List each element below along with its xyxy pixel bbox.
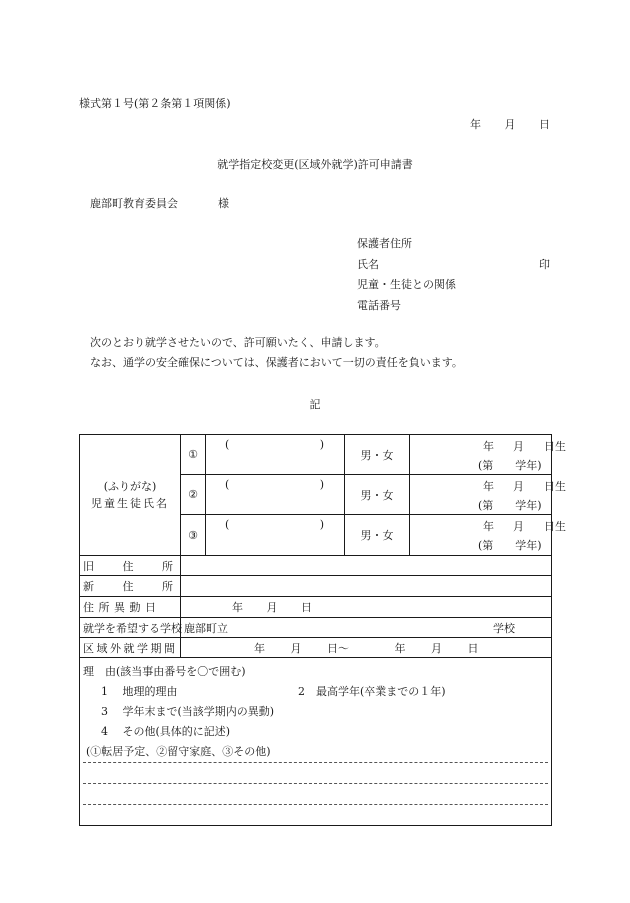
period-field[interactable]	[181, 638, 552, 658]
student-name-field-3[interactable]	[206, 515, 345, 556]
birthdate-field-3[interactable]	[410, 515, 566, 556]
birth-month-label: 月	[513, 480, 524, 493]
student-name-label-cell	[80, 435, 181, 556]
period-label: 区域外就学期間	[80, 638, 181, 658]
reason-1-2	[83, 682, 548, 702]
grade-labels	[478, 457, 542, 473]
birthdate-labels	[483, 438, 566, 454]
grade-prefix: (第	[478, 539, 494, 552]
write-in-line-3[interactable]	[83, 804, 548, 825]
applicant-block	[357, 237, 550, 319]
close-paren: )	[319, 438, 324, 451]
school-suffix: 学校	[493, 621, 515, 635]
gender-field-2[interactable]: 男・女	[345, 475, 410, 515]
reason-4-detail: (①転居予定、②留守家庭、③その他)	[86, 745, 271, 758]
ki-heading: 記	[309, 398, 321, 411]
open-paren: (	[225, 478, 230, 491]
move-date-field[interactable]	[181, 597, 552, 618]
grade-suffix: 学年)	[515, 539, 542, 552]
close-paren: )	[319, 518, 324, 531]
new-address-field[interactable]	[181, 576, 552, 597]
reason-4: 4 その他(具体的に記述)	[101, 725, 231, 738]
period-month-1: 月	[290, 641, 302, 655]
birth-year-label: 年	[483, 480, 494, 493]
student-name-label: 児童生徒氏名	[91, 497, 169, 510]
write-in-line-2[interactable]	[83, 783, 548, 804]
reason-row	[80, 658, 552, 826]
addressee-name: 鹿部町教育委員会	[90, 197, 178, 210]
label-char: 住	[122, 580, 134, 593]
grade-labels	[478, 537, 542, 553]
birth-month-label: 月	[513, 520, 524, 533]
move-date-row	[80, 597, 552, 618]
write-in-line-1[interactable]	[83, 762, 548, 783]
intro-line-2: なお、通学の安全確保については、保護者において一切の責任を負います。	[90, 356, 463, 369]
reason-2: 2 最高学年(卒業までの１年)	[298, 685, 446, 698]
reason-3: 3 学年末まで(当該学期内の異動)	[101, 705, 275, 718]
phone-label: 電話番号	[357, 298, 401, 312]
student-number-1: ①	[181, 435, 206, 475]
furigana-label: (ふりがな)	[103, 480, 157, 493]
label-char: 住	[122, 559, 134, 573]
guardian-address-label: 保護者住所	[357, 237, 412, 250]
desired-school-row	[80, 618, 552, 638]
addressee-honorific: 様	[218, 197, 229, 210]
period-month-2: 月	[431, 641, 442, 655]
desired-school-label: 就学を希望する学校	[80, 618, 181, 638]
birth-day-label: 日生	[544, 520, 566, 533]
intro-text	[90, 336, 463, 376]
reason-1: 1 地理的理由	[101, 685, 178, 698]
application-table	[79, 434, 566, 826]
birth-year-label: 年	[483, 520, 494, 533]
grade-suffix: 学年)	[515, 499, 542, 512]
move-date-label: 住所異動日	[80, 597, 181, 618]
move-month-label: 月	[266, 601, 278, 614]
new-address-label	[80, 576, 181, 597]
school-prefix: 鹿部町立	[184, 621, 228, 635]
open-paren: (	[225, 518, 230, 531]
move-day-label: 日	[301, 601, 312, 614]
new-address-row	[80, 576, 552, 597]
date-month-label: 月	[504, 118, 516, 131]
intro-line-1: 次のとおり就学させたいので、許可願いたく、申請します。	[90, 336, 386, 349]
label-char: 所	[162, 559, 173, 573]
document-title: 就学指定校変更(区域外就学)許可申請書	[217, 158, 413, 171]
move-year-label: 年	[232, 601, 243, 614]
student-number-3: ③	[181, 515, 206, 556]
student-row-1	[80, 435, 552, 475]
label-char: 新	[83, 580, 94, 593]
label-char: 所	[162, 580, 173, 593]
seal-label: 印	[539, 257, 550, 271]
birth-day-label: 日生	[544, 440, 566, 453]
old-address-label	[80, 556, 181, 576]
submission-date	[470, 118, 550, 132]
grade-prefix: (第	[478, 459, 494, 472]
period-day-1: 日～	[327, 641, 349, 655]
period-year-1: 年	[254, 641, 265, 655]
grade-suffix: 学年)	[515, 459, 542, 472]
old-address-field[interactable]	[181, 556, 552, 576]
period-year-2: 年	[394, 641, 406, 655]
reason-field[interactable]	[80, 658, 552, 826]
label-char: 旧	[83, 559, 94, 573]
gender-field-3[interactable]: 男・女	[345, 515, 410, 556]
birthdate-field-1[interactable]	[410, 435, 566, 475]
period-day-2: 日	[467, 641, 479, 655]
reason-title: 理 由(該当事由番号を〇で囲む)	[83, 665, 246, 678]
close-paren: )	[319, 478, 324, 491]
birth-year-label: 年	[483, 440, 494, 453]
date-year-label: 年	[470, 118, 481, 131]
addressee	[90, 197, 229, 211]
open-paren: (	[225, 438, 230, 451]
birth-day-label: 日生	[544, 480, 566, 493]
relation-label: 児童・生徒との関係	[357, 278, 456, 291]
guardian-name-row	[357, 258, 550, 279]
grade-labels	[478, 497, 542, 513]
student-name-field-2[interactable]	[206, 475, 345, 515]
old-address-row	[80, 556, 552, 576]
student-number-2: ②	[181, 475, 206, 515]
birth-month-label: 月	[513, 440, 524, 453]
desired-school-field[interactable]	[181, 618, 552, 638]
form-number: 様式第１号(第２条第１項関係)	[79, 97, 231, 110]
guardian-name-label: 氏名	[357, 257, 379, 271]
birthdate-field-2[interactable]	[410, 475, 566, 515]
period-row	[80, 638, 552, 658]
student-name-field-1[interactable]	[206, 435, 345, 475]
birthdate-labels	[483, 518, 566, 534]
birthdate-labels	[483, 478, 566, 494]
grade-prefix: (第	[478, 499, 494, 512]
gender-field-1[interactable]: 男・女	[345, 435, 410, 475]
date-day-label: 日	[539, 118, 550, 131]
